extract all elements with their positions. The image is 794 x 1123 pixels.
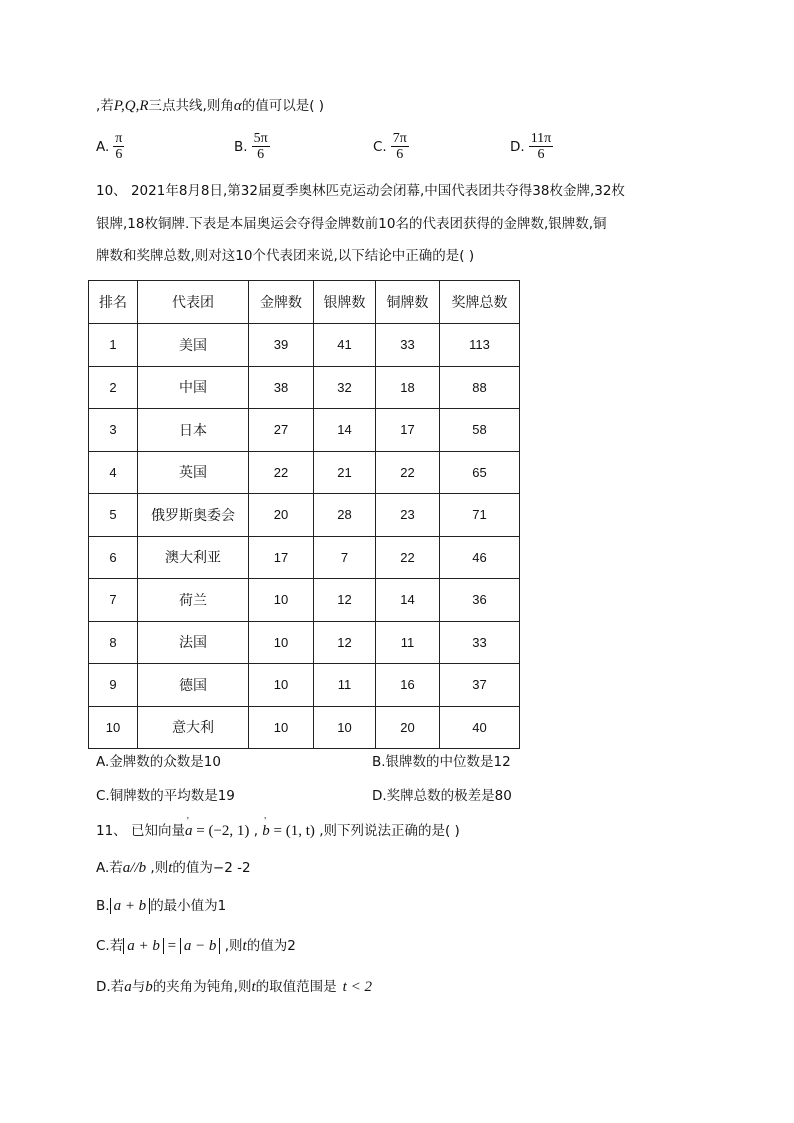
q9-prefix: ,若 xyxy=(96,98,114,114)
rank-cell: 9 xyxy=(89,664,138,707)
gold-cell: 10 xyxy=(249,621,314,664)
gold-cell: 27 xyxy=(249,409,314,452)
q9-middle: 三点共线,则角 xyxy=(148,98,234,114)
parallel-expression: a//b xyxy=(122,860,147,876)
total-cell: 36 xyxy=(440,579,520,622)
q9-option-c-fraction: $\frac{7\pi}{6}$ xyxy=(392,131,407,162)
table-header-row xyxy=(89,281,520,324)
q9-points: P,Q,R xyxy=(113,98,149,114)
magnitude-expression: a + b xyxy=(110,898,151,914)
q10-stem-line2: 银牌,18枚铜牌.下表是本届奥运会夺得金牌数前10名的代表团获得的金牌数,银牌数,铜 xyxy=(96,216,607,232)
header-bronze: 铜牌数 xyxy=(376,281,440,324)
team-cell: 中国 xyxy=(138,366,249,409)
team-cell: 英国 xyxy=(138,451,249,494)
rank-cell: 6 xyxy=(89,536,138,579)
total-cell: 46 xyxy=(440,536,520,579)
q11-option-b: B. a + b 的最小值为1 xyxy=(96,898,227,914)
team-cell: 澳大利亚 xyxy=(138,536,249,579)
bronze-cell: 11 xyxy=(376,621,440,664)
q9-option-d-fraction: $\frac{11\pi}{6}$ xyxy=(530,131,552,162)
vector-a: ' a xyxy=(185,821,193,841)
gold-cell: 10 xyxy=(249,706,314,749)
silver-cell: 12 xyxy=(314,579,376,622)
total-cell: 88 xyxy=(440,366,520,409)
q10-option-b: B.银牌数的中位数是12 xyxy=(372,754,511,770)
header-rank: 排名 xyxy=(89,281,138,324)
medal-table xyxy=(88,280,520,749)
silver-cell: 21 xyxy=(314,451,376,494)
bronze-cell: 33 xyxy=(376,324,440,367)
total-cell: 71 xyxy=(440,494,520,537)
gold-cell: 20 xyxy=(249,494,314,537)
header-gold: 金牌数 xyxy=(249,281,314,324)
q11-option-c: C.若 a + b = a − b ,则t的值为2 xyxy=(96,938,296,954)
team-cell: 俄罗斯奥委会 xyxy=(138,494,249,537)
gold-cell: 39 xyxy=(249,324,314,367)
q11-option-d: D.若a与b的夹角为钝角,则t的取值范围是 t < 2 xyxy=(96,979,372,995)
rank-cell: 10 xyxy=(89,706,138,749)
q10-option-c: C.铜牌数的平均数是19 xyxy=(96,788,235,804)
team-cell: 日本 xyxy=(138,409,249,452)
q10-option-d: D.奖牌总数的极差是80 xyxy=(372,788,512,804)
total-cell: 33 xyxy=(440,621,520,664)
q9-suffix: 的值可以是( ) xyxy=(241,98,325,114)
gold-cell: 10 xyxy=(249,579,314,622)
table-row xyxy=(89,409,520,452)
q9-alpha: α xyxy=(233,98,242,114)
silver-cell: 28 xyxy=(314,494,376,537)
team-cell: 意大利 xyxy=(138,706,249,749)
q11-stem: 11、 已知向量' a = (−2, 1) , ' b = (1, t) ,则下列说法正确的是( ) xyxy=(96,821,460,841)
header-silver: 银牌数 xyxy=(314,281,376,324)
q10-stem-line1: 10、 2021年8月8日,第32届夏季奥林匹克运动会闭幕,中国代表团共夺得38枚金牌,32枚 xyxy=(96,183,625,199)
q9-option-a: A. $\frac{\pi}{6}$ xyxy=(96,131,123,162)
team-cell: 德国 xyxy=(138,664,249,707)
gold-cell: 10 xyxy=(249,664,314,707)
q9-stem xyxy=(96,96,324,116)
table-row xyxy=(89,664,520,707)
silver-cell: 12 xyxy=(314,621,376,664)
rank-cell: 4 xyxy=(89,451,138,494)
table-row xyxy=(89,366,520,409)
rank-cell: 7 xyxy=(89,579,138,622)
bronze-cell: 22 xyxy=(376,451,440,494)
range-expression: t < 2 xyxy=(342,979,372,995)
bronze-cell: 16 xyxy=(376,664,440,707)
table-row xyxy=(89,451,520,494)
rank-cell: 5 xyxy=(89,494,138,537)
total-cell: 58 xyxy=(440,409,520,452)
total-cell: 40 xyxy=(440,706,520,749)
gold-cell: 17 xyxy=(249,536,314,579)
silver-cell: 14 xyxy=(314,409,376,452)
silver-cell: 32 xyxy=(314,366,376,409)
silver-cell: 7 xyxy=(314,536,376,579)
table-row xyxy=(89,706,520,749)
bronze-cell: 22 xyxy=(376,536,440,579)
q10-stem-line3: 牌数和奖牌总数,则对这10个代表团来说,以下结论中正确的是( ) xyxy=(96,248,475,264)
table-row xyxy=(89,579,520,622)
silver-cell: 41 xyxy=(314,324,376,367)
team-cell: 荷兰 xyxy=(138,579,249,622)
bronze-cell: 17 xyxy=(376,409,440,452)
q11-option-a: A.若a//b ,则t的值为−2 -2 xyxy=(96,860,251,876)
silver-cell: 10 xyxy=(314,706,376,749)
q9-option-b-fraction: $\frac{5\pi}{6}$ xyxy=(253,131,268,162)
bronze-cell: 14 xyxy=(376,579,440,622)
q9-option-d: D. $\frac{11\pi}{6}$ xyxy=(510,131,552,162)
team-cell: 美国 xyxy=(138,324,249,367)
bronze-cell: 18 xyxy=(376,366,440,409)
rank-cell: 1 xyxy=(89,324,138,367)
team-cell: 法国 xyxy=(138,621,249,664)
vector-b: ' b xyxy=(262,821,270,841)
q9-option-c: C. $\frac{7\pi}{6}$ xyxy=(373,131,407,162)
total-cell: 65 xyxy=(440,451,520,494)
bronze-cell: 23 xyxy=(376,494,440,537)
table-row xyxy=(89,621,520,664)
rank-cell: 8 xyxy=(89,621,138,664)
q9-option-b: B. $\frac{5\pi}{6}$ xyxy=(234,131,268,162)
q10-option-a: A.金牌数的众数是10 xyxy=(96,754,221,770)
gold-cell: 22 xyxy=(249,451,314,494)
q9-option-a-fraction: $\frac{\pi}{6}$ xyxy=(115,131,123,162)
header-team: 代表团 xyxy=(138,281,249,324)
total-cell: 37 xyxy=(440,664,520,707)
total-cell: 113 xyxy=(440,324,520,367)
table-row xyxy=(89,324,520,367)
silver-cell: 11 xyxy=(314,664,376,707)
table-row xyxy=(89,536,520,579)
table-row xyxy=(89,494,520,537)
header-total: 奖牌总数 xyxy=(440,281,520,324)
bronze-cell: 20 xyxy=(376,706,440,749)
gold-cell: 38 xyxy=(249,366,314,409)
rank-cell: 3 xyxy=(89,409,138,452)
rank-cell: 2 xyxy=(89,366,138,409)
